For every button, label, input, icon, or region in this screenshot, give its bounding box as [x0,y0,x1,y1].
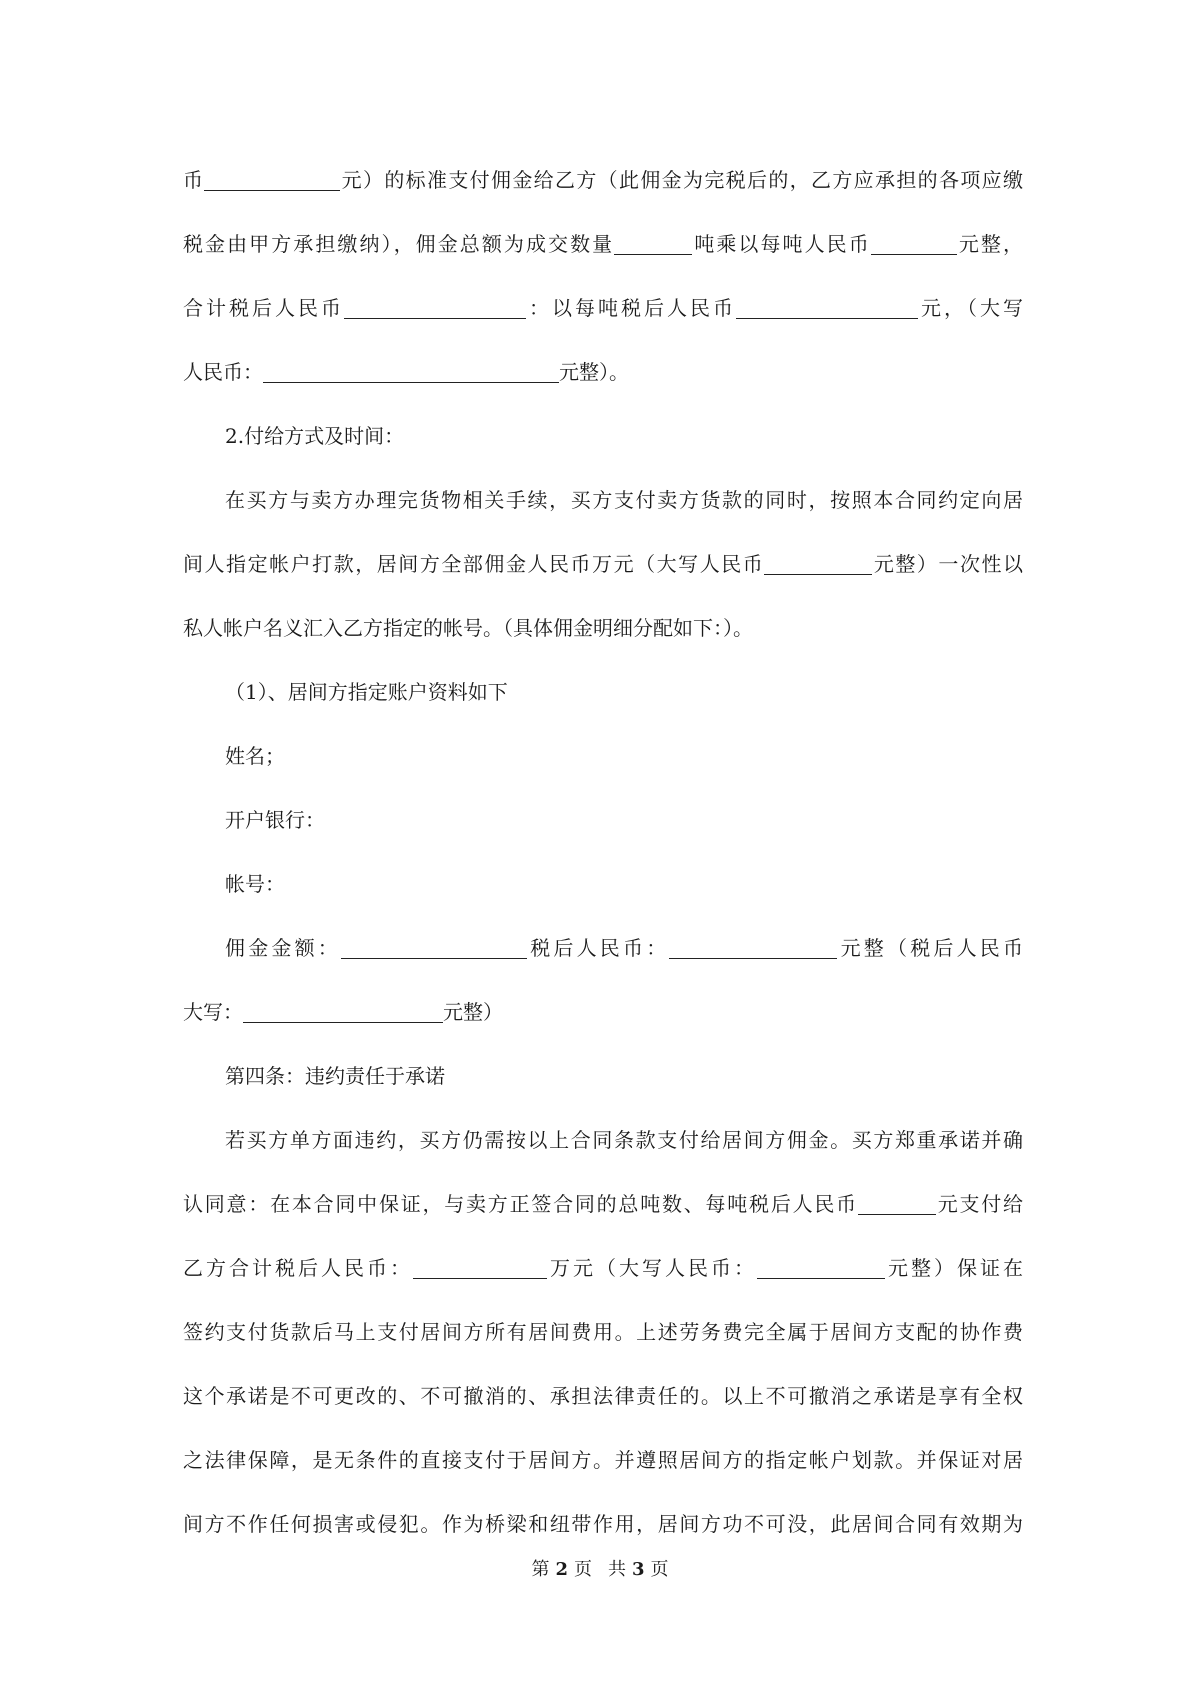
text-line: 认同意：在本合同中保证，与卖方正签合同的总吨数、每吨税后人民币 元支付给 [183,1192,1024,1216]
text-line: 乙方合计税后人民币： 万元（大写人民币： 元整）保证在 [183,1256,1023,1280]
text-line: 这个承诺是不可更改的、不可撤消的、承担法律责任的。以上不可撤消之承诺是享有全权 [183,1384,1023,1408]
document-body [183,148,1023,1556]
blank-field [341,957,527,959]
text-line: 若买方单方面违约，买方仍需按以上合同条款支付给居间方佣金。买方郑重承诺并确 [225,1128,1023,1152]
bank-label: 开户银行： [225,808,325,832]
text-line: 大写： 元整） [183,1000,503,1024]
blank-field [614,253,692,255]
account-number-label: 帐号： [225,872,285,896]
footer-text: 页 [650,1559,669,1580]
text-line: 合计税后人民币 ：以每吨税后人民币 元，（大写 [183,296,1023,320]
blank-field [736,317,918,319]
blank-field [858,1213,936,1215]
blank-field [243,1021,443,1023]
blank-field [344,317,526,319]
footer-text: 第 [531,1559,550,1580]
total-pages-number: 3 [632,1559,645,1580]
text-line: 税金由甲方承担缴纳），佣金总额为成交数量 吨乘以每吨人民币 元整， [183,232,1023,256]
page-footer [0,1555,1200,1581]
text-line: 签约支付货款后马上支付居间方所有居间费用。上述劳务费完全属于居间方支配的协作费 [183,1320,1023,1344]
text-line: 币 元）的标准支付佣金给乙方（此佣金为完税后的，乙方应承担的各项应缴 [183,168,1024,192]
text-line: 人民币： 元整）。 [183,360,629,384]
footer-text: 共 [608,1559,626,1580]
text-line: （1）、居间方指定账户资料如下 [225,680,508,704]
blank-field [669,957,837,959]
blank-field [204,189,340,191]
current-page-number: 2 [555,1559,568,1580]
text-line: 佣金金额： 税后人民币： 元整（税后人民币 [225,936,1024,960]
text-line: 间人指定帐户打款，居间方全部佣金人民币万元（大写人民币 元整）一次性以 [183,552,1024,576]
blank-field [757,1277,885,1279]
blank-field [413,1277,547,1279]
account-name-label: 姓名； [225,744,285,768]
footer-text: 页 [574,1559,592,1580]
section-heading: 第四条：违约责任于承诺 [225,1064,445,1088]
text-line: 在买方与卖方办理完货物相关手续，买方支付卖方货款的同时，按照本合同约定向居 [225,488,1023,512]
blank-field [263,381,559,383]
blank-field [871,253,957,255]
text-line: 间方不作任何损害或侵犯。作为桥梁和纽带作用，居间方功不可没，此居间合同有效期为 [183,1512,1023,1536]
text-line: 私人帐户名义汇入乙方指定的帐号。（具体佣金明细分配如下：）。 [183,616,753,640]
blank-field [764,573,872,575]
section-heading: 2.付给方式及时间： [225,424,405,448]
text-line: 之法律保障，是无条件的直接支付于居间方。并遵照居间方的指定帐户划款。并保证对居 [183,1448,1023,1472]
